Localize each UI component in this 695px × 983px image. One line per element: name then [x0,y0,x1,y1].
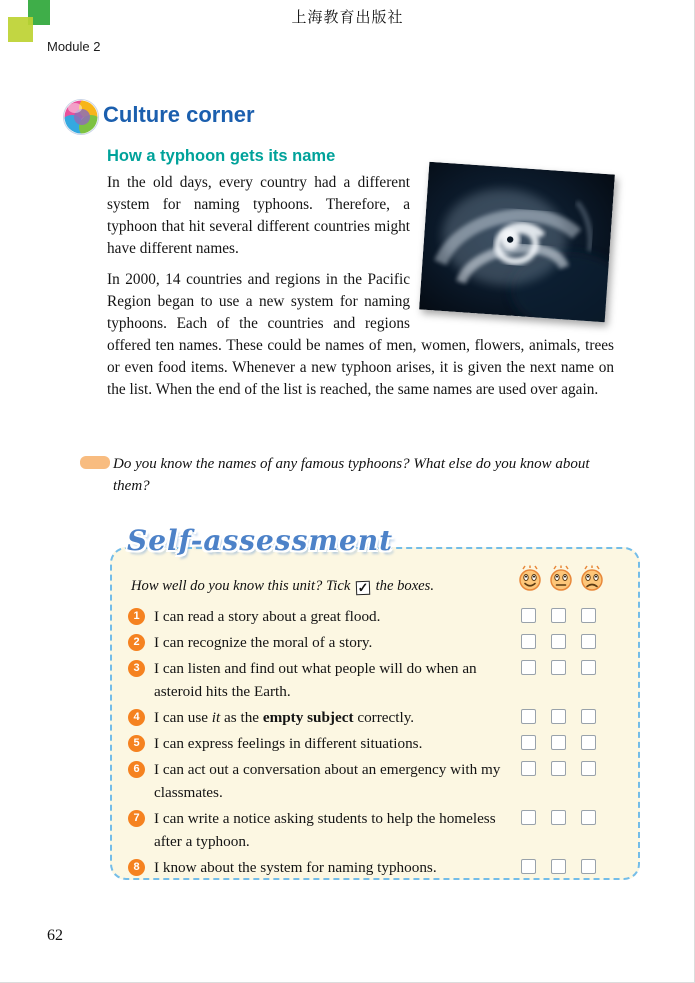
item-number-badge: 4 [128,709,145,726]
checkbox[interactable] [551,608,566,623]
assessment-row-2 [0,631,640,654]
yellow-square-decoration [8,17,33,42]
checkbox-group [521,761,596,776]
checkbox-group [521,859,596,874]
item-number-badge: 3 [128,660,145,677]
checkbox[interactable] [551,660,566,675]
checkbox[interactable] [581,608,596,623]
checkbox[interactable] [521,735,536,750]
section-heading: How a typhoon gets its name [107,147,336,165]
checkbox[interactable] [581,810,596,825]
self-assessment-instruction [131,578,501,595]
assessment-row-4 [0,706,640,729]
assessment-row-7 [0,807,640,853]
item-text-part: correctly. [353,709,415,726]
item-number-badge: 6 [128,761,145,778]
tick-box-icon: ✓ [357,579,369,596]
checkbox[interactable] [551,810,566,825]
item-text: I can listen and find out what people will do when an asteroid hits the Earth. [154,660,477,700]
item-text: I can express feelings in different situations. [154,735,423,752]
item-text-part: I can use [154,709,212,726]
checkbox[interactable] [521,634,536,649]
assessment-row-5 [0,732,640,755]
typhoon-photo-wrap [424,168,614,320]
checkbox[interactable] [521,859,536,874]
checkbox-group [521,709,596,724]
assessment-row-8 [0,856,640,879]
checkbox-group [521,735,596,750]
item-text [154,706,512,729]
item-number-badge: 1 [128,608,145,625]
item-number-badge: 2 [128,634,145,651]
culture-corner-title: Culture corner [103,102,255,127]
item-text: I can read a story about a great flood. [154,608,381,625]
item-number-badge: 5 [128,735,145,752]
rating-faces-header [518,565,604,591]
checkbox[interactable] [581,709,596,724]
item-text-part: as the [220,709,263,726]
checkbox-group [521,634,596,649]
question-marker [80,456,110,469]
checkbox[interactable] [521,709,536,724]
checkbox[interactable] [521,810,536,825]
module-label: Module 2 [47,39,101,54]
culture-corner-text [107,172,614,410]
checkbox[interactable] [551,634,566,649]
assessment-row-3 [0,657,640,703]
checkbox[interactable] [551,735,566,750]
checkbox[interactable] [551,761,566,776]
sad-face-icon [580,565,604,591]
checkbox[interactable] [521,761,536,776]
item-text: I can act out a conversation about an emergency with my classmates. [154,761,501,801]
paragraph-1: In the old days, every country had a different system for naming typhoons. Therefore, a typhoon that hit several different countries might have different names. [107,174,410,257]
checkbox[interactable] [521,608,536,623]
item-text-italic: it [211,709,221,726]
instruction-suffix: the boxes. [375,578,434,594]
checkbox-group [521,810,596,825]
page-number: 62 [47,927,63,944]
paragraph-2: In 2000, 14 countries and regions in the Pacific Region began to use a new system for naming typhoons. Each of the countries and regions offered ten names. These could be names of men, women, flowers, animals, trees or even food items. Whenever a new typhoon arises, it is given the next name on the list. When the end of the list is reached, the same names are used over again. [107,271,614,398]
assessment-row-1 [0,605,640,628]
item-text: I can write a notice asking students to help the homeless after a typhoon. [154,810,496,850]
checkbox[interactable] [551,709,566,724]
checkbox-group [521,660,596,675]
checkbox[interactable] [521,660,536,675]
checkbox[interactable] [551,859,566,874]
item-number-badge: 7 [128,810,145,827]
checkbox[interactable] [581,859,596,874]
self-assessment-items [0,605,640,882]
checkbox-group [521,608,596,623]
checkbox[interactable] [581,634,596,649]
publisher-name: 上海教育出版社 [291,10,404,26]
item-text-bold: empty subject [262,709,354,726]
culture-corner-globe-icon [61,97,101,137]
neutral-face-icon [549,565,573,591]
checkbox[interactable] [581,735,596,750]
item-text: I know about the system for naming typhoons. [154,859,437,876]
happy-face-icon [518,565,542,591]
checkbox[interactable] [581,761,596,776]
discussion-question: Do you know the names of any famous typhoons? What else do you know about them? [113,456,590,494]
item-number-badge: 8 [128,859,145,876]
checkbox[interactable] [581,660,596,675]
item-text: I can recognize the moral of a story. [154,634,373,651]
self-assessment-title: Self-assessment [127,524,394,557]
instruction-prefix: How well do you know this unit? Tick [131,578,351,594]
typhoon-satellite-photo [419,162,615,323]
assessment-row-6 [0,758,640,804]
